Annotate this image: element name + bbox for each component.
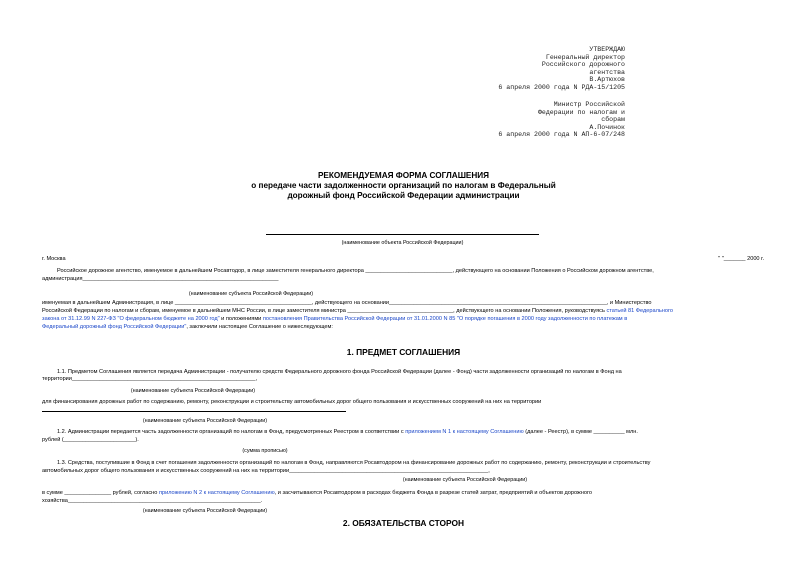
preamble-text: и положениями: [221, 316, 262, 322]
appendix-1-link[interactable]: приложением N 1 к настоящему Соглашению: [405, 429, 524, 435]
clause-1-3-line-4: хозяйства______________________________________________________________.: [42, 498, 263, 504]
clause-1-3-line-1: 1.3. Средства, поступившие в Фонд в счет погашения задолженности организаций по налогам в Фонд, направляются Росавтодором на финансирование дорожных работ по содержанию, ремонту, реконструкции и строительству: [57, 460, 651, 466]
preamble-line-5: [42, 316, 627, 323]
subject-name-label: (наименование субъекта Российской Федерации): [402, 477, 528, 483]
territory-blank-line: [42, 411, 346, 412]
preamble-text: Российской Федерации по налогам и сборам, именуемое в дальнейшем МНС России, в лице заместителя министра __________________________________, действующего на основании Положения, руководствуясь: [42, 308, 605, 314]
approval-line: Министр Российской: [553, 101, 625, 108]
approval-line: УТВЕРЖДАЮ: [589, 46, 625, 53]
government-decree-link[interactable]: постановления Правительства Российской Федерации от 31.01.2000 N 85 "О порядке погашения в 2000 году задолженности по платежам в: [262, 316, 628, 322]
clause-1-1-line-3: для финансирования дорожных работ по содержанию, ремонту, реконструкции и строительству автомобильных дорог общего пользования и искусственных сооружений на них на территории: [42, 399, 542, 405]
preamble-line-2: администрация_______________________________________________________________: [42, 276, 279, 282]
approval-line: А.Починок: [589, 123, 625, 131]
approval-line: Генеральный директор: [545, 53, 625, 61]
clause-1-2-line-1: [57, 429, 638, 436]
preamble-line-6: [42, 324, 333, 331]
approval-line: Российского дорожного: [541, 61, 625, 69]
approval-line: 6 апреля 2000 года N РДА-15/1205: [498, 83, 625, 91]
clause-text: , и засчитываются Росавтодором в расходах бюджета Фонда в разрезе статей затрат, предприятий и объектов дорожного: [274, 490, 592, 496]
subject-name-label: (наименование субъекта Российской Федерации): [142, 508, 268, 514]
approval-line: сборам: [601, 116, 625, 124]
object-name-line: [266, 234, 539, 235]
approval-line: Федерации по налогам и: [537, 108, 625, 116]
clause-1-3-line-2: автомобильных дорог общего пользования и искусственных сооружений на них на территории________________________________________________________________,: [42, 468, 490, 474]
approval-line: 6 апреля 2000 года N АП-6-07/248: [498, 131, 625, 139]
clause-1-1-line-2: территории___________________________________________________________,: [42, 376, 258, 382]
agreement-date: " "_______ 2000 г.: [718, 256, 764, 262]
section-1-heading: 1. ПРЕДМЕТ СОГЛАШЕНИЯ: [346, 347, 461, 357]
approval-line: В.Артюхов: [589, 76, 625, 84]
title-line-1: РЕКОМЕНДУЕМАЯ ФОРМА СОГЛАШЕНИЯ: [317, 171, 490, 180]
law-article-link[interactable]: статьей 81 Федерального: [606, 308, 674, 314]
subject-name-label: (наименование субъекта Российской Федерации): [188, 291, 314, 297]
approval-line: агентства: [589, 68, 625, 76]
federal-law-link[interactable]: закона от 31.12.99 N 227-ФЗ "О федеральном бюджете на 2000 год": [42, 316, 220, 322]
preamble-text: , заключили настоящее Соглашение о нижеследующем:: [186, 324, 333, 330]
clause-1-2-line-2: рублей (_______________________).: [42, 437, 139, 443]
object-name-label: (наименование объекта Российской Федерации): [341, 240, 464, 246]
subject-name-label: (наименование субъекта Российской Федерации): [130, 388, 256, 394]
clause-text: 1.2. Администрации передается часть задолженности организаций по налогам в Фонд, предусмотренных Реестром в соответствии с: [57, 429, 404, 435]
clause-text: (далее - Реестр), в сумме __________ млн.: [525, 429, 638, 435]
sum-in-words-label: (сумма прописью): [242, 448, 288, 454]
title-line-2: о передаче части задолженности организаций по налогам в Федеральный: [251, 181, 556, 190]
document-title: [0, 171, 807, 201]
clause-text: в сумме _______________ рублей, согласно: [42, 490, 158, 496]
preamble-line-3: именуемая в дальнейшем Администрация, в лице ____________________________________________, действующего на основании______________________________________________________________________, и Министерство: [42, 300, 652, 306]
approval-block-road-agency: [480, 46, 625, 92]
title-line-3: дорожный фонд Российской Федерации администрации: [287, 191, 520, 200]
city: г. Москва: [42, 256, 66, 262]
appendix-2-link[interactable]: приложению N 2 к настоящему Соглашению: [158, 490, 275, 496]
approval-block-tax-ministry: [480, 101, 625, 139]
clause-1-1-line-1: 1.1. Предметом Соглашения является передача Администрации - получателю средств Федерального дорожного фонда Российской Федерации (далее - Фонд) части задолженности организаций по налогам в Фонд на: [57, 369, 622, 375]
clause-1-3-line-3: [42, 490, 592, 497]
section-2-heading: 2. ОБЯЗАТЕЛЬСТВА СТОРОН: [342, 518, 465, 528]
preamble-line-1: Российское дорожное агентство, именуемое в дальнейшем Росавтодор, в лице заместителя генерального директора ____________________________, действующего на основании Положения о Российском дорожном агентстве,: [57, 268, 654, 274]
preamble-line-4: [42, 308, 673, 315]
subject-name-label: (наименование субъекта Российской Федерации): [142, 418, 268, 424]
road-fund-decree-link[interactable]: Федеральный дорожный фонд Российской Федерации": [42, 324, 187, 330]
